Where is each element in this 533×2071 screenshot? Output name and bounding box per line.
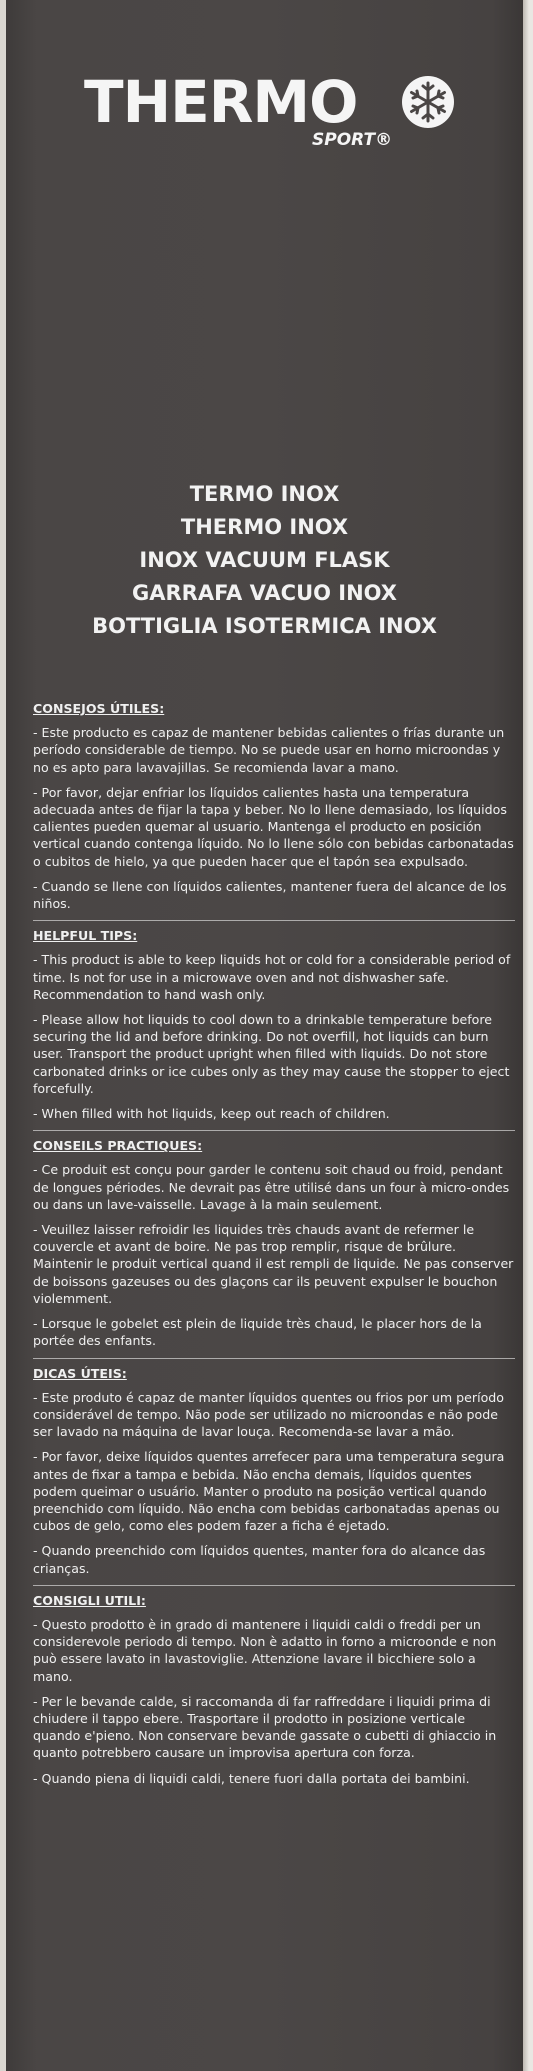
section-pt xyxy=(33,1365,515,1577)
paragraph: - Quando preenchido com líquidos quentes, manter fora do alcance das crianças. xyxy=(33,1543,486,1576)
section-it xyxy=(33,1592,515,1787)
section-heading: CONSEILS PRACTIQUES: xyxy=(33,1138,203,1154)
section-heading: CONSIGLI UTILI: xyxy=(33,1592,146,1608)
logo-subtitle: SPORT® xyxy=(312,130,393,150)
title-es: TERMO INOX xyxy=(189,482,340,506)
title-pt: GARRAFA VACUO INOX xyxy=(132,581,397,605)
paragraph: - Este produto é capaz de manter líquidos quentes ou frios por um período considerável de tempo. Não pode ser utilizado no microondas e não pode ser lavado na máquina de lavar louça. Recomenda-se lavar a mão. xyxy=(33,1389,504,1440)
snowflake-icon xyxy=(400,74,456,130)
instructions-block xyxy=(33,700,515,1795)
paragraph: - Este producto es capaz de mantener bebidas calientes o frías durante un período considerable de tiempo. No se puede usar en horno microondas y no es apto para lavavajillas. Se recomienda lavar a mano. xyxy=(33,725,505,775)
paragraph: - Lorsque le gobelet est plein de liquide très chaud, le placer hors de la portée des enfants. xyxy=(33,1316,482,1349)
logo-wordmark: THERMO xyxy=(84,68,358,136)
product-title-block xyxy=(6,478,523,643)
box-right-edge xyxy=(523,0,533,2071)
title-it: BOTTIGLIA ISOTERMICA INOX xyxy=(92,614,437,638)
paragraph: - Please allow hot liquids to cool down to a drinkable temperature before securing the lid and before drinking. Do not overfill, hot liquids can burn user. Transport the product upright when filled with liquids. Do not store carbonated drinks or ice cubes only as they may cause the stopper to eject forcefully. xyxy=(33,1012,510,1096)
paragraph: - Questo prodotto è in grado di mantenere i liquidi caldi o freddi per un considerevole periodo di tempo. Non è adatto in forno a microonde e non può essere lavato in lavastoviglie. Attenzione lavare il bicchiere solo a mano. xyxy=(33,1616,497,1684)
paragraph: - When filled with hot liquids, keep out reach of children. xyxy=(33,1106,390,1122)
section-es xyxy=(33,700,515,912)
title-fr: THERMO INOX xyxy=(180,515,349,539)
paragraph: - This product is able to keep liquids hot or cold for a considerable period of time. Is not for use in a microwave oven and not dishwasher safe. Recommendation to hand wash only. xyxy=(33,952,511,1002)
section-heading: HELPFUL TIPS: xyxy=(33,928,138,944)
section-divider xyxy=(33,1585,515,1586)
section-en xyxy=(33,927,515,1122)
paragraph: - Por favor, dejar enfriar los líquidos calientes hasta una temperatura adecuada antes de fijar la tapa y beber. No lo llene demasiado, los líquidos calientes pueden quemar al usuario. Mantenga el producto en posición vertical cuando contenga líquido. No lo llene sólo con bebidas carbonatadas o cubitos de hielo, ya que pueden hacer que el tapón sea expulsado. xyxy=(33,784,514,869)
paragraph: - Quando piena di liquidi caldi, tenere fuori dalla portata dei bambini. xyxy=(33,1770,470,1786)
paragraph: - Veuillez laisser refroidir les liquides très chauds avant de refermer le couvercle et avant de boire. Ne pas trop remplir, risque de brûlure. Maintenir le produit vertical quand il est rempli de liquide. Ne pas conserver de boissons gazeuses ou des glaçons car ils peuvent expulser le bouchon violemment. xyxy=(33,1222,514,1306)
brand-logo xyxy=(84,70,464,160)
paragraph: - Cuando se llene con líquidos calientes, mantener fuera del alcance de los niños. xyxy=(33,878,507,912)
section-divider xyxy=(33,1130,515,1131)
paragraph: - Ce produit est conçu pour garder le contenu soit chaud ou froid, pendant de longues périodes. Ne devrait pas être utilisé dans un four à micro-ondes ou dans un lave-vaisselle. Lavage à la main seulement. xyxy=(33,1162,510,1212)
paragraph: - Per le bevande calde, si raccomanda di far raffreddare i liquidi prima di chiudere il tappo ebere. Trasportare il prodotto in posizione verticale quando e'pieno. Non conservare bevande gassate o cubetti di ghiaccio in quanto potrebbero causare un improvisa apertura con forza. xyxy=(33,1693,497,1761)
title-en: INOX VACUUM FLASK xyxy=(139,548,390,572)
section-heading: CONSEJOS ÚTILES: xyxy=(33,701,165,716)
paragraph: - Por favor, deixe líquidos quentes arrefecer para uma temperatura segura antes de fixar a tampa e bebida. Não encha demais, líquidos quentes podem queimar o usuário. Manter o produto na posição vertical quando preenchido com líquido. Não encha com bebidas carbonatadas apenas ou cubos de gelo, como eles podem fazer a ficha é ejetado. xyxy=(33,1449,505,1534)
section-heading: DICAS ÚTEIS: xyxy=(33,1365,127,1381)
section-fr xyxy=(33,1137,515,1349)
section-divider xyxy=(33,1358,515,1359)
section-divider xyxy=(33,920,515,921)
